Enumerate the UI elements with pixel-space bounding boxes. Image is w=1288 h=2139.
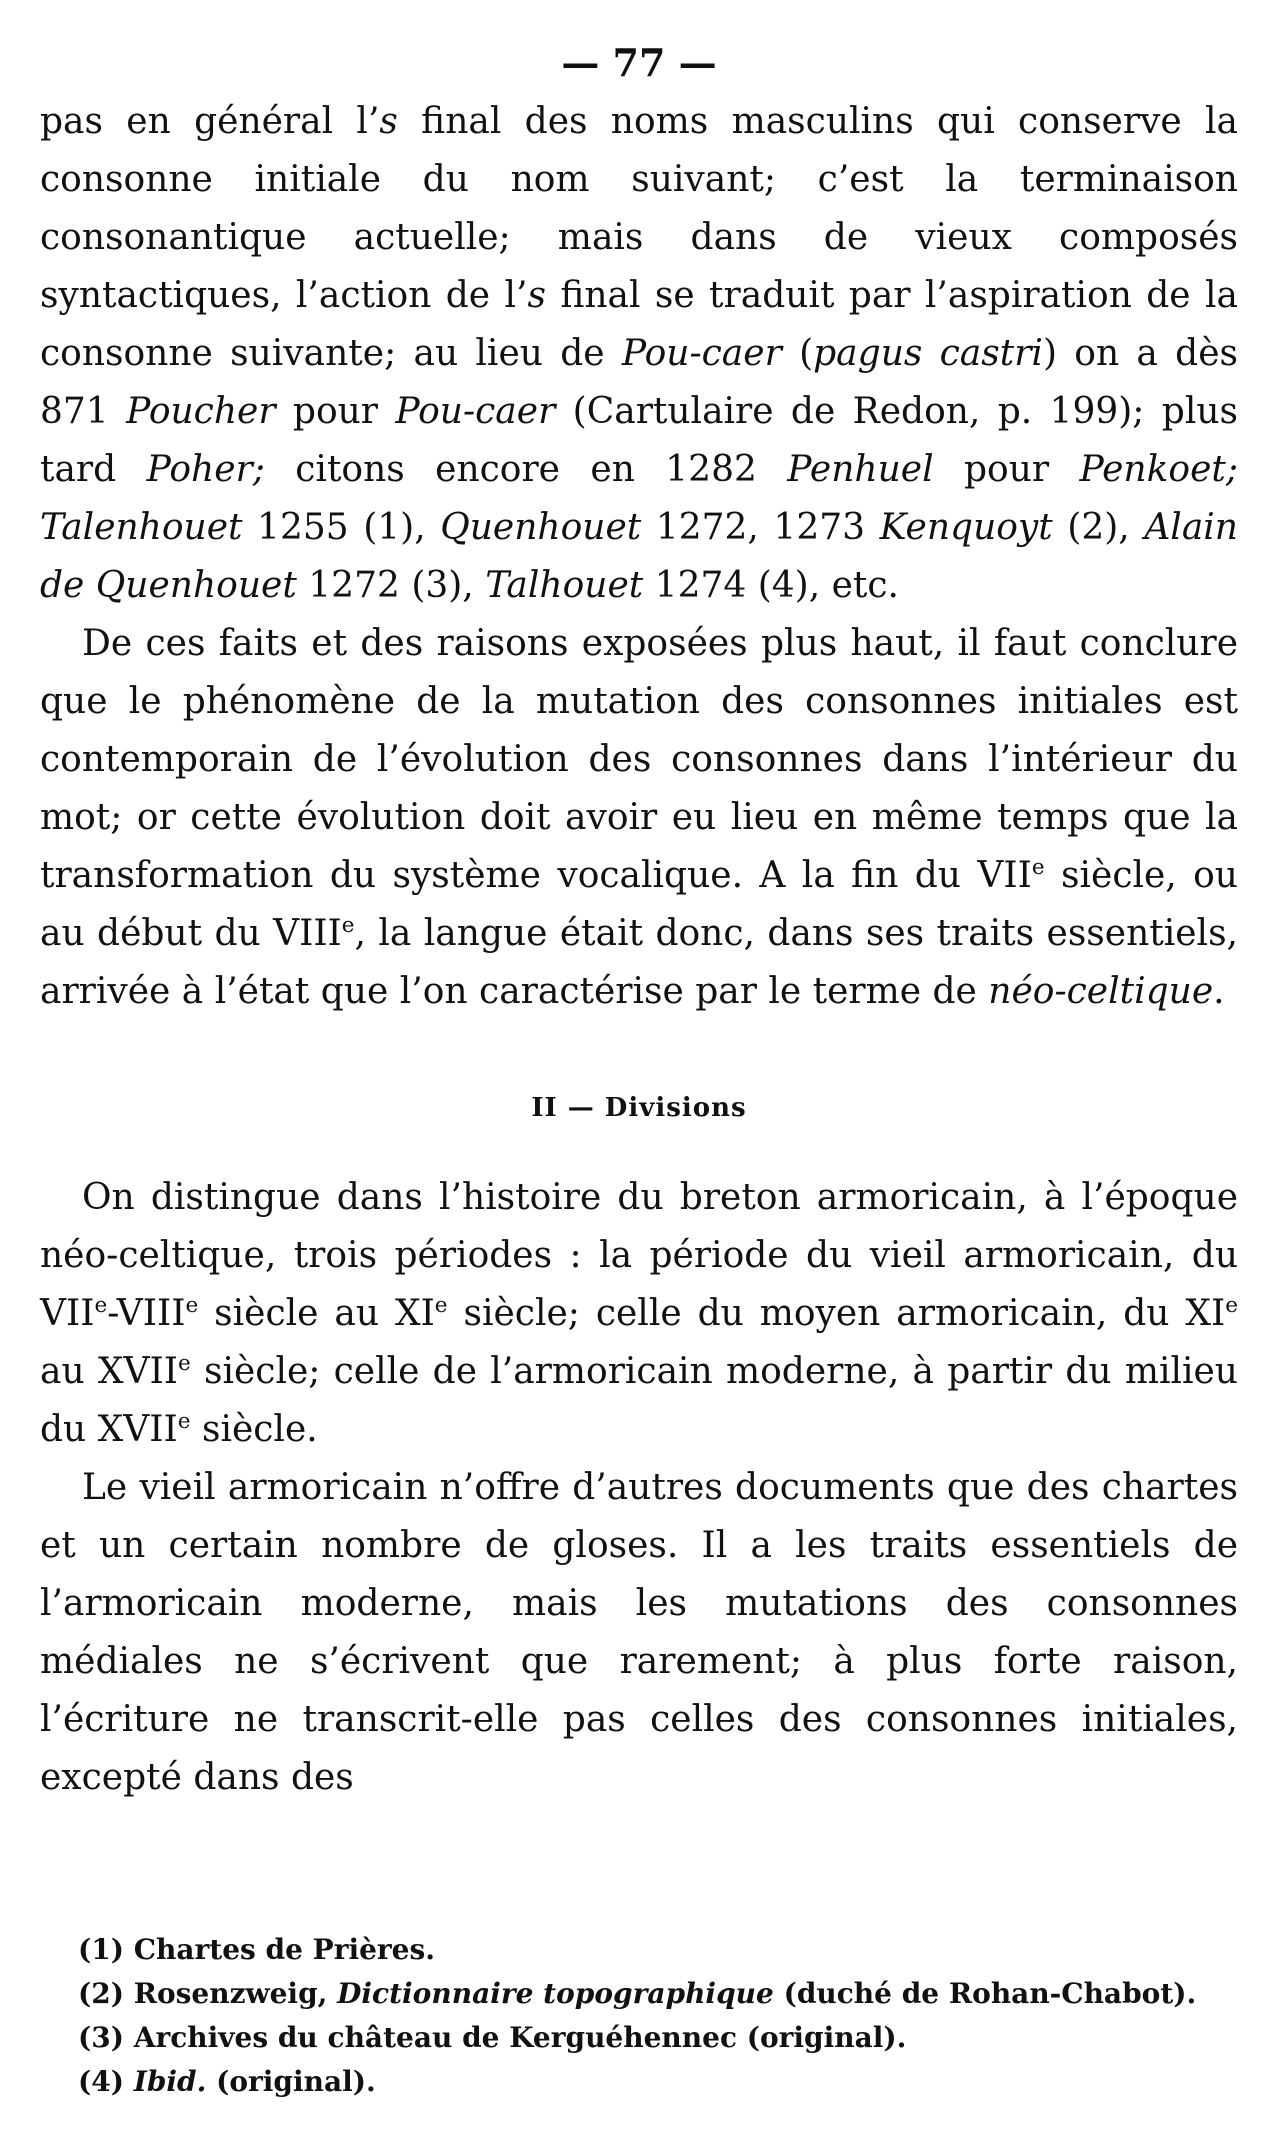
page [40,40,1238,1807]
footnote-4: (4) Ibid. (original). [78,2065,376,2098]
paragraph-4: Le vieil armoricain n’offre d’autres documents que des chartes et un certain nombre de gloses. Il a les traits essentiels de l’armoricain moderne, mais les mutations des consonnes médiales ne s’écrivent que rarement; à plus forte raison, l’écriture ne transcrit-elle pas celles des consonnes initiales, excepté dans des [40,1467,1238,1798]
footnote-3: (3) Archives du château de Kerguéhennec (original). [78,2021,907,2054]
page-number: — 77 — [561,40,717,85]
footnote-1: (1) Chartes de Prières. [78,1933,435,1966]
paragraph-1: pas en général l’s final des noms masculins qui conserve la consonne initiale du nom suivant; c’est la terminaison consonantique actuelle; mais dans de vieux composés syntactiques, l’action de l’s final se traduit par l’aspiration de la consonne suivante; au lieu de Pou-caer (pagus castri) on a dès 871 Poucher pour Pou-caer (Cartulaire de Redon, p. 199); plus tard Poher; citons encore en 1282 Penhuel pour Penkoet; Talenhouet 1255 (1), Quenhouet 1272, 1273 Kenquoyt (2), Alain de Quenhouet 1272 (3), Talhouet 1274 (4), etc. [40,101,1239,606]
footnotes [78,1928,1218,2104]
paragraph-2: De ces faits et des raisons exposées plus haut, il faut conclure que le phénomène de la mutation des consonnes initiales est contemporain de l’évolution des consonnes dans l’intérieur du mot; or cette évolution doit avoir eu lieu en même temps que la transformation du système vocalique. A la fin du VIIe siècle, ou au début du VIIIe, la langue était donc, dans ses traits essentiels, arrivée à l’état que l’on caractérise par le terme de néo-celtique. [40,623,1238,1012]
paragraph-3: On distingue dans l’histoire du breton armoricain, à l’époque néo-celtique, trois périodes : la période du vieil armoricain, du VIIe-VIIIe siècle au XIe siècle; celle du moyen armoricain, du XIe au XVIIe siècle; celle de l’armoricain moderne, à partir du milieu du XVIIe siècle. [40,1177,1238,1450]
section-heading: II — Divisions [531,1093,747,1123]
footnote-2: (2) Rosenzweig, Dictionnaire topographique (duché de Rohan-Chabot). [78,1977,1197,2010]
